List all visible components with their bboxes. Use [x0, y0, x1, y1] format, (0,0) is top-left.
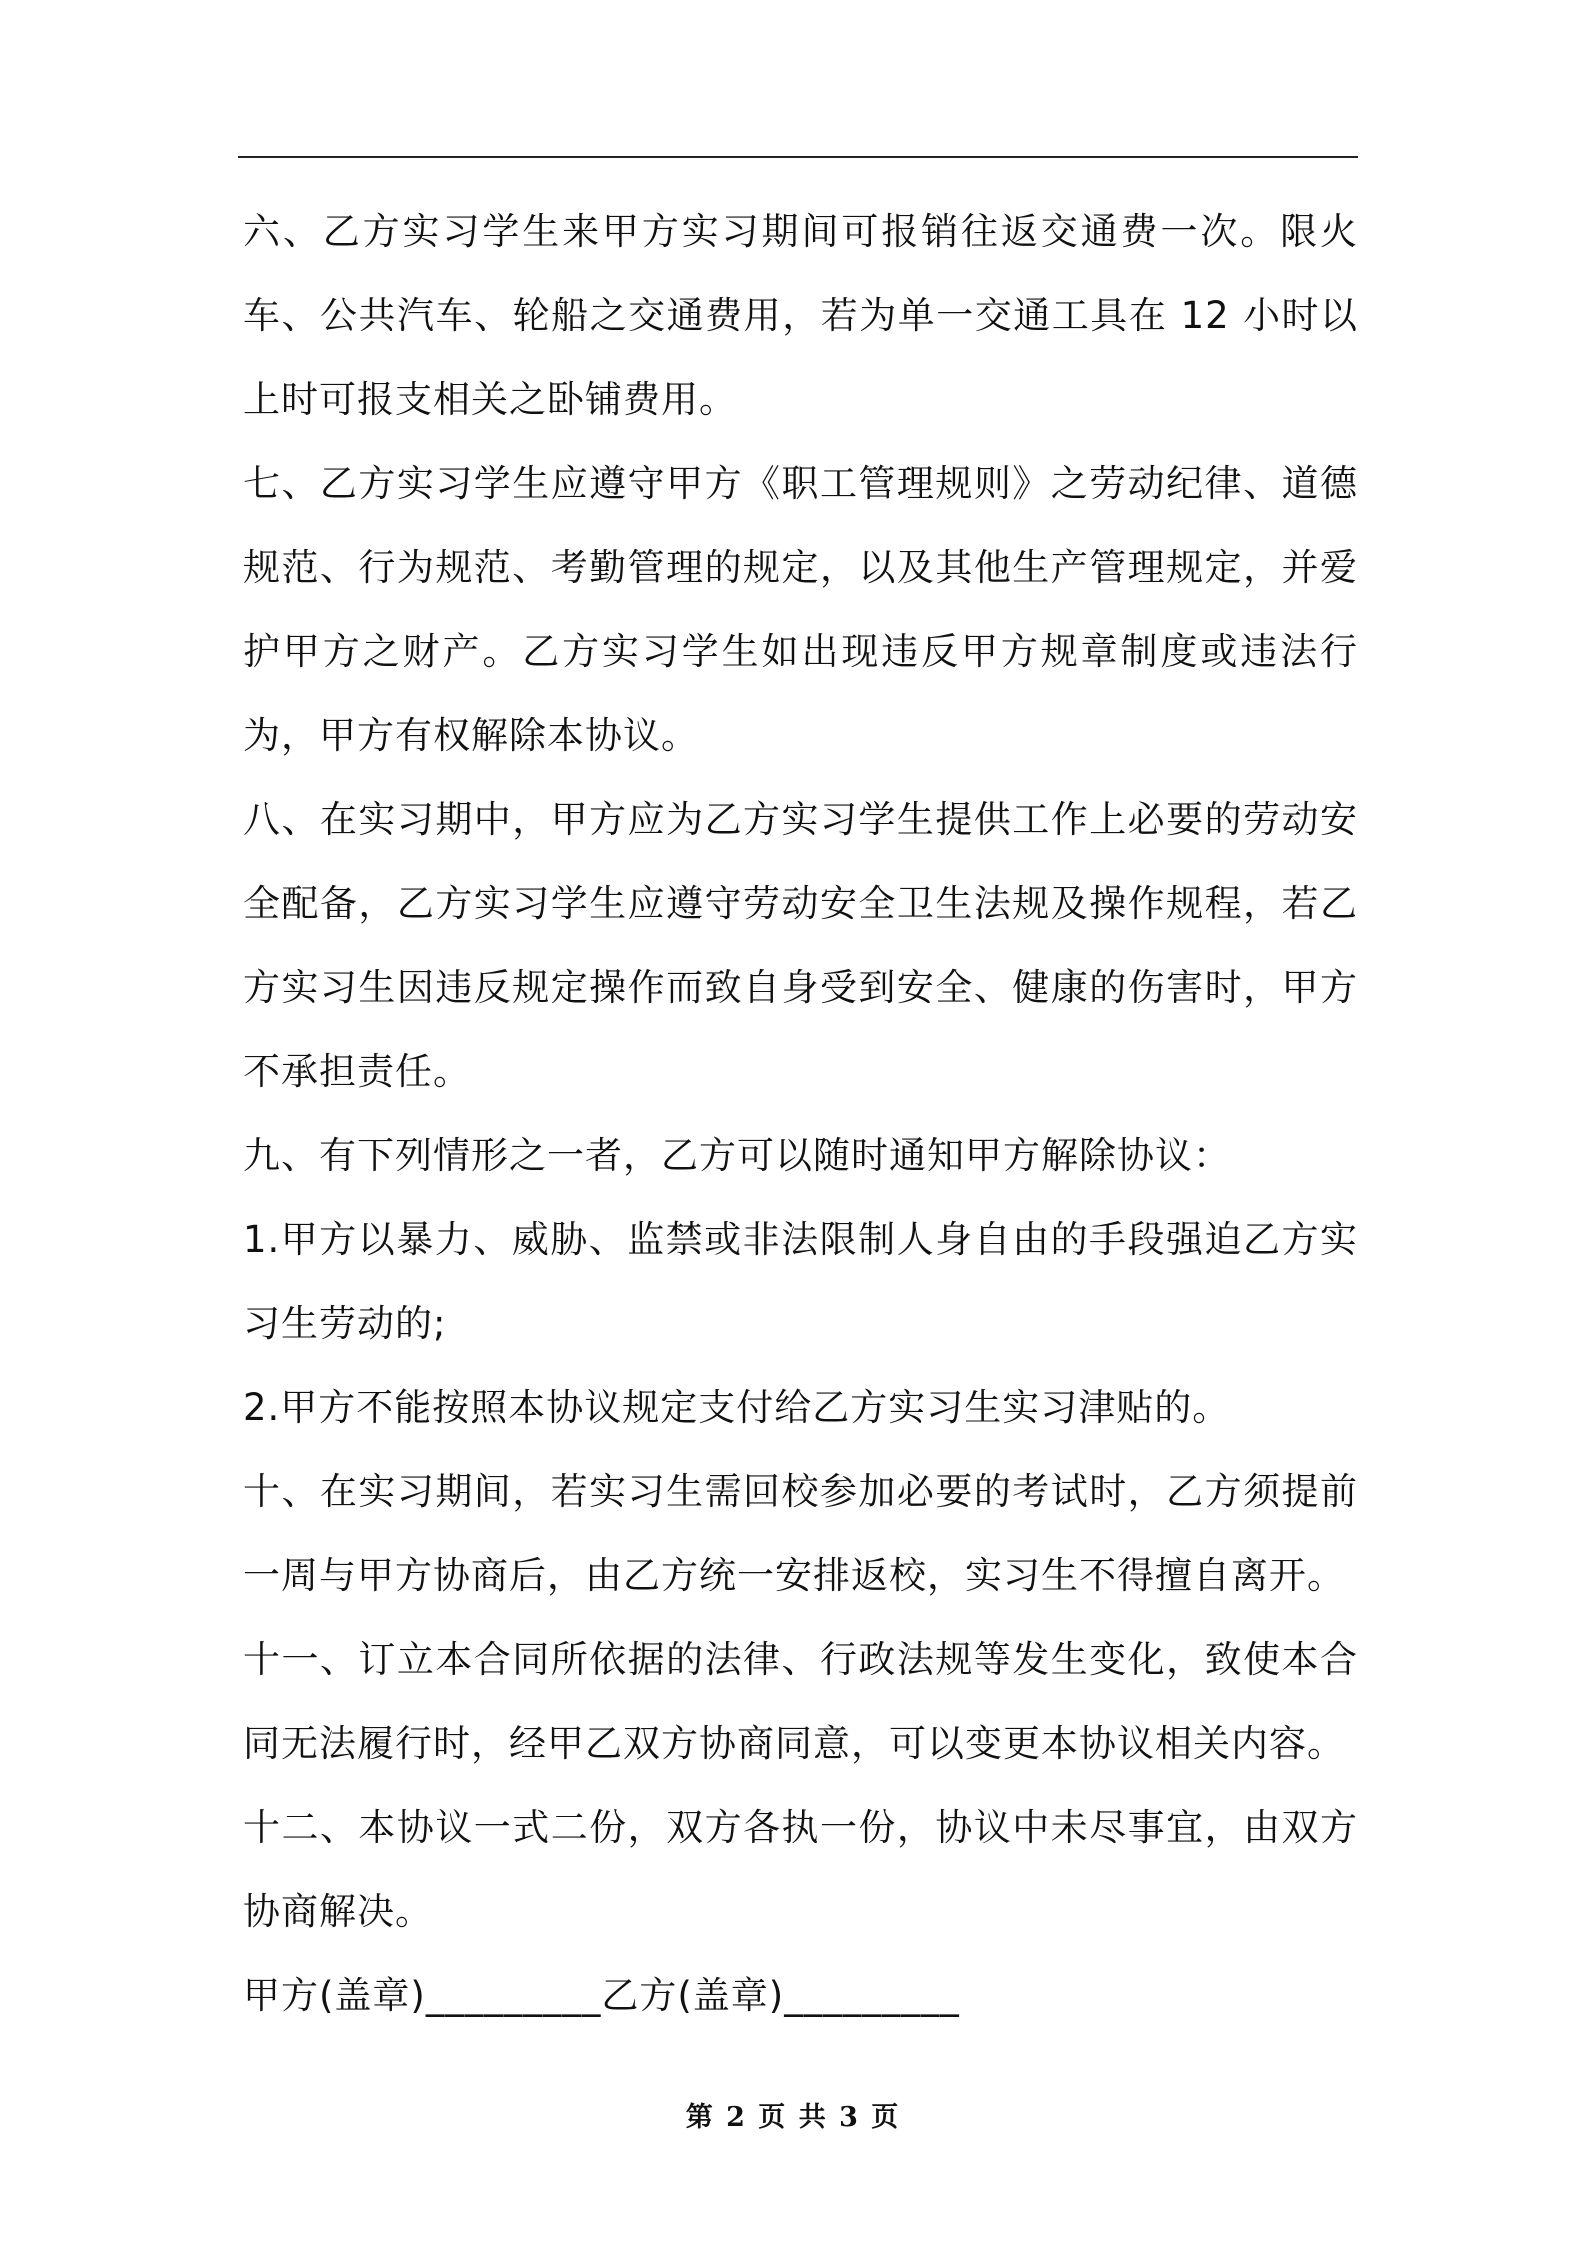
signature-line: 甲方(盖章)_________乙方(盖章)_________ — [243, 1974, 960, 2017]
clause-8-paragraph: 八、在实习期中，甲方应为乙方实习学生提供工作上必要的劳动安全配备，乙方实习学生应遵守劳动安全卫生法规及操作规程，若乙方实习生因违反规定操作而致自身受到安全、健康的伤害时，甲方不承担责任。 — [243, 798, 1358, 1093]
clause-9-item-2: 2.甲方不能按照本协议规定支付给乙方实习生实习津贴的。 — [243, 1386, 1231, 1429]
clause-12-paragraph: 十二、本协议一式二份，双方各执一份，协议中未尽事宜，由双方协商解决。 — [243, 1806, 1358, 1933]
clause-6-paragraph: 六、乙方实习学生来甲方实习期间可报销往返交通费一次。限火车、公共汽车、轮船之交通费用，若为单一交通工具在 12 小时以上时可报支相关之卧铺费用。 — [243, 210, 1358, 421]
clause-7-paragraph: 七、乙方实习学生应遵守甲方《职工管理规则》之劳动纪律、道德规范、行为规范、考勤管理的规定，以及其他生产管理规定，并爱护甲方之财产。乙方实习学生如出现违反甲方规章制度或违法行为，甲方有权解除本协议。 — [243, 462, 1358, 757]
header-divider — [238, 156, 1358, 158]
document-body — [243, 190, 1358, 2038]
page-number-footer: 第 2 页 共 3 页 — [685, 2102, 901, 2133]
clause-9-paragraph: 九、有下列情形之一者，乙方可以随时通知甲方解除协议： — [243, 1134, 1231, 1177]
clause-9-item-1: 1.甲方以暴力、威胁、监禁或非法限制人身自由的手段强迫乙方实习生劳动的; — [243, 1218, 1358, 1345]
clause-10-paragraph: 十、在实习期间，若实习生需回校参加必要的考试时，乙方须提前一周与甲方协商后，由乙方统一安排返校，实习生不得擅自离开。 — [243, 1470, 1358, 1597]
clause-11-paragraph: 十一、订立本合同所依据的法律、行政法规等发生变化，致使本合同无法履行时，经甲乙双方协商同意，可以变更本协议相关内容。 — [243, 1638, 1358, 1765]
